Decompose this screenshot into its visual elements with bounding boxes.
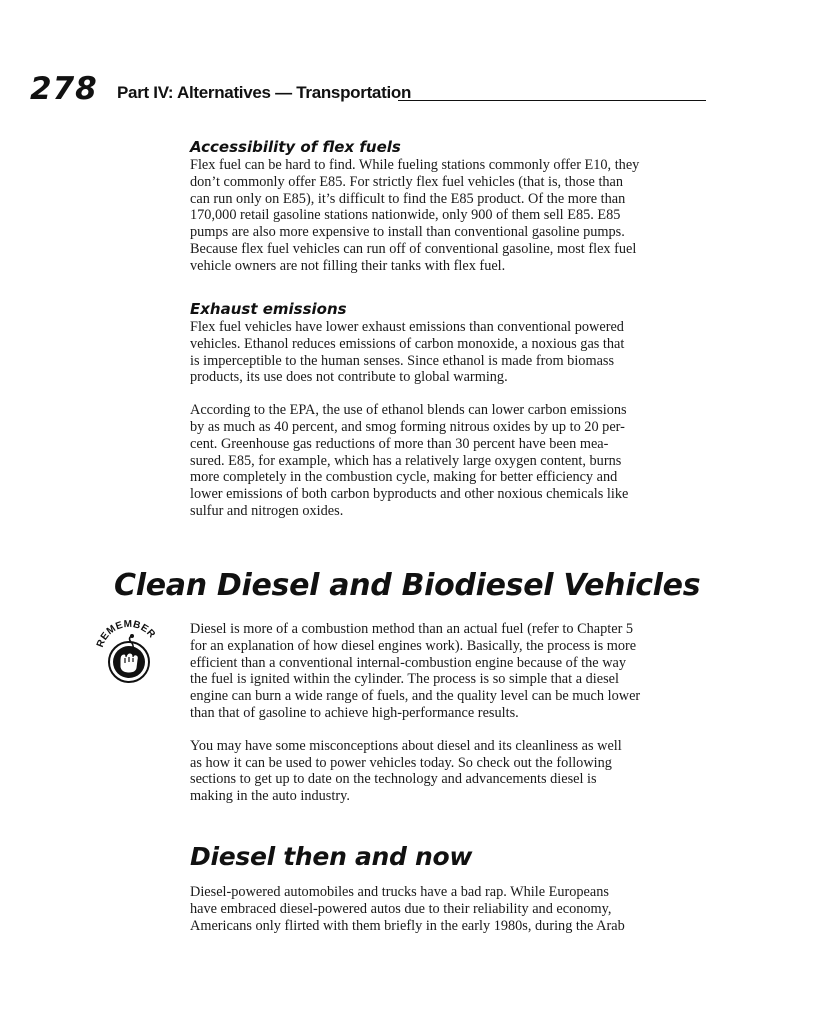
text-line: According to the EPA, the use of ethanol blends can lower carbon emissions [190, 402, 627, 419]
text-line: for an explanation of how diesel engines work). Basically, the process is more [190, 637, 637, 654]
subhead-accessibility: Accessibility of flex fuels [190, 138, 401, 156]
paragraph-diesel-then-now [190, 884, 710, 934]
text-line: Americans only flirted with them briefly in the early 1980s, during the Arab [190, 917, 625, 934]
text-line: more completely in the combustion cycle, making for better efficiency and [190, 469, 618, 486]
paragraph-clean-diesel-1 [190, 621, 710, 722]
text-line: is imperceptible to the human senses. Since ethanol is made from biomass [190, 352, 615, 369]
paragraph-exhaust-1 [190, 319, 710, 386]
page-number: 278 [30, 71, 98, 107]
section-diesel-then-now [190, 884, 710, 934]
subhead-exhaust: Exhaust emissions [190, 300, 347, 318]
section-accessibility [190, 137, 710, 275]
text-line: engine can burn a wide range of fuels, and the quality level can be much lower [190, 688, 641, 705]
heading-clean-diesel: Clean Diesel and Biodiesel Vehicles [114, 568, 701, 603]
paragraph-exhaust-2 [190, 402, 710, 520]
text-line: Diesel is more of a combustion method than an actual fuel (refer to Chapter 5 [190, 621, 634, 637]
section-exhaust [190, 299, 710, 520]
text-line: the fuel is ignited within the cylinder. The process is so simple that a diesel [190, 671, 619, 688]
text-line: cent. Greenhouse gas reductions of more than 30 percent have been mea- [190, 435, 609, 452]
text-line: You may have some misconceptions about diesel and its cleanliness as well [190, 737, 622, 754]
text-line: making in the auto industry. [190, 788, 350, 805]
text-line: vehicles. Ethanol reduces emissions of carbon monoxide, a noxious gas that [190, 335, 625, 352]
text-line: sulfur and nitrogen oxides. [190, 502, 344, 519]
text-line: have embraced diesel-powered autos due to their reliability and economy, [190, 900, 612, 917]
section-clean-diesel [190, 621, 710, 805]
text-line: can run only on E85), it’s difficult to find the E85 product. Of the more than [190, 190, 626, 207]
text-line: lower emissions of both carbon byproducts and other noxious chemicals like [190, 486, 629, 503]
header-rule [398, 100, 706, 101]
text-line: Flex fuel can be hard to find. While fueling stations commonly offer E10, they [190, 157, 640, 173]
page-header [30, 70, 710, 110]
text-line: vehicle owners are not filling their tanks with flex fuel. [190, 257, 506, 274]
remember-icon [96, 616, 162, 690]
paragraph-clean-diesel-2 [190, 738, 710, 805]
running-head: Part IV: Alternatives — Transportation [117, 83, 412, 102]
text-line: 170,000 retail gasoline stations nationwide, only 900 of them sell E85. E85 [190, 207, 621, 224]
remember-icon-graphic [96, 616, 162, 690]
text-line: don’t commonly offer E85. For strictly flex fuel vehicles (that is, those than [190, 173, 624, 190]
text-line: by as much as 40 percent, and smog forming nitrous oxides by up to 20 per- [190, 418, 625, 435]
text-line: products, its use does not contribute to global warming. [190, 369, 508, 386]
text-line: as how it can be used to power vehicles today. So check out the following [190, 754, 612, 771]
text-line: Diesel-powered automobiles and trucks have a bad rap. While Europeans [190, 884, 609, 900]
paragraph-accessibility [190, 157, 710, 275]
text-line: sections to get up to date on the technology and advancements diesel is [190, 771, 597, 788]
remember-label: REMEMBER [96, 618, 158, 649]
text-line: Flex fuel vehicles have lower exhaust emissions than conventional powered [190, 319, 624, 335]
text-line: pumps are also more expensive to install than conventional gasoline pumps. [190, 224, 625, 241]
text-line: Because flex fuel vehicles can run off of conventional gasoline, most flex fuel [190, 240, 637, 257]
text-line: efficient than a conventional internal-combustion engine because of the way [190, 654, 627, 671]
text-line: sured. E85, for example, which has a relatively large oxygen content, burns [190, 452, 622, 469]
text-line: than that of gasoline to achieve high-performance results. [190, 704, 519, 721]
heading-diesel-then-now: Diesel then and now [190, 842, 473, 871]
